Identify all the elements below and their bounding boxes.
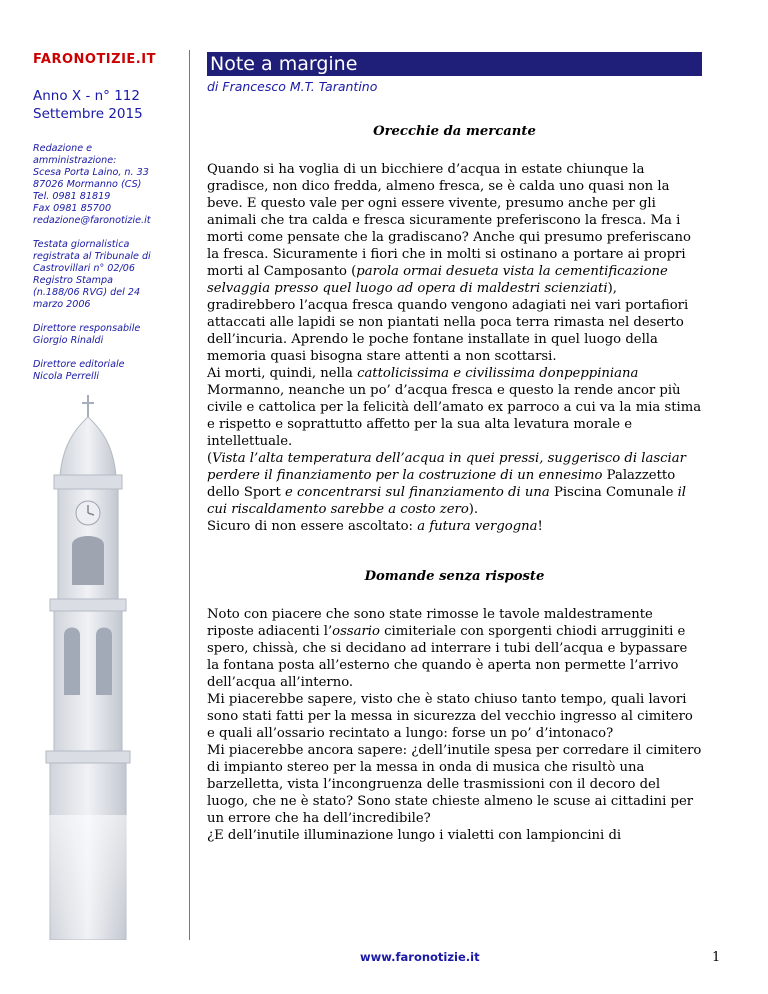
article2-paragraph-2: Mi piacerebbe sapere, visto che è stato chiuso tanto tempo, quali lavori sono stati fatti per la messa in sicurezza del vecchio ingresso al cimitero e quali all’ossario recintato a lungo: forse un po’ d’intonaco? [207,692,693,741]
article2-paragraph-3: Mi piacerebbe ancora sapere: ¿dell’inutile spesa per corredare il cimitero di impianto stereo per la messa in onda di musica che risultò una barzelletta, vista l’incongruenza delle trasmissioni con il decoro del luogo, che ne è stato? Sono state chieste almeno le scuse ai cittadini per un errore che ha dell’incredibile? [207,743,702,826]
issue-date: Settembre 2015 [33,106,143,122]
sidebar [33,52,183,395]
issue-info [33,87,183,123]
author-byline: di Francesco M.T. Tarantino [207,79,378,94]
managing-director-info: Direttore responsabile Giorgio Rinaldi [33,323,141,346]
page-number: 1 [712,950,721,965]
article-title-2: Domande senza risposte [364,569,545,584]
email-link[interactable]: redazione@faronotizie.it [33,215,151,226]
article-title-1: Orecchie da mercante [373,124,536,139]
issue-number: Anno X - n° 112 [33,88,140,104]
footer-website-link[interactable]: www.faronotizie.it [360,950,480,964]
article1-paragraph-2: Ai morti, quindi, nella cattolicissima e civilissima donpeppiniana Mormanno, neanche un po’ d’acqua fresca e questo la rende ancor più civile e cattolica per la felicità dell’amato ex parroco a cui va la mia stima e rispetto e soprattutto affetto per la sua alta levatura morale e intellettuale. [207,366,702,449]
main-column [207,52,702,844]
column-divider [189,50,190,940]
bell-tower-illustration [10,395,160,940]
section-header: Note a margine [207,52,702,76]
article1-paragraph-4: Sicuro di non essere ascoltato: a futura vergogna! [207,519,543,534]
article2-paragraph-1: Noto con piacere che sono state rimosse le tavole maldestramente riposte adiacenti l’ossario cimiteriale con sporgenti chiodi arrugginiti e spero, chissà, che si decidano ad interrare i tubi dell’acqua e bypassare la fontana posta all’esterno che quando è aperta non permette l’arrivo dell’acqua all’interno. [207,607,688,690]
article1-paragraph-1: Quando si ha voglia di un bicchiere d’acqua in estate chiunque la gradisce, non dico fredda, almeno fresca, se è calda uno quasi non la beve. E questo vale per ogni essere vivente, presumo anche per gli animali che tra calda e fresca sicuramente preferiscono la fresca. Ma i morti come pensate che la gradiscano? Anche qui presumo preferiscano la fresca. Sicuramente i fiori che in molti si ostinano a portare ai propri morti al Camposanto (parola ormai desueta vista la cementificazione selvaggia presso quel luogo ad opera di maldestri scienziati), gradirebbero l’acqua fresca quando vengono adagiati nei vari portafiori attaccati alle lapidi se non piantati nella poca terra rimasta nel deserto dell’incuria. Aprendo le poche fontane installate in quel luogo della memoria quasi bisogna stare attenti a non scottarsi. [207,162,691,364]
article1-paragraph-3: (Vista l’alta temperatura dell’acqua in quei pressi, suggerisco di lasciar perdere il finanziamento per la costruzione di un ennesimo Palazzetto dello Sport e concentrarsi sul finanziamento di una Piscina Comunale il cui riscaldamento sarebbe a costo zero). [207,451,687,517]
registration-info: Testata giornalistica registrata al Tribunale di Castrovillari n° 02/06 Registro Stampa (n.188/06 RVG) del 24 marzo 2006 [33,239,151,310]
masthead-brand: FARONOTIZIE.IT [33,52,156,67]
editorial-director-info: Direttore editoriale Nicola Perrelli [33,359,125,382]
editorial-office-info: Redazione e amministrazione: Scesa Porta Laino, n. 33 87026 Mormanno (CS) Tel. 0981 81819 Fax 0981 85700 redazione@faronotizie.it [33,143,151,226]
article2-paragraph-4: ¿E dell’inutile illuminazione lungo i vialetti con lampioncini di [207,828,622,843]
